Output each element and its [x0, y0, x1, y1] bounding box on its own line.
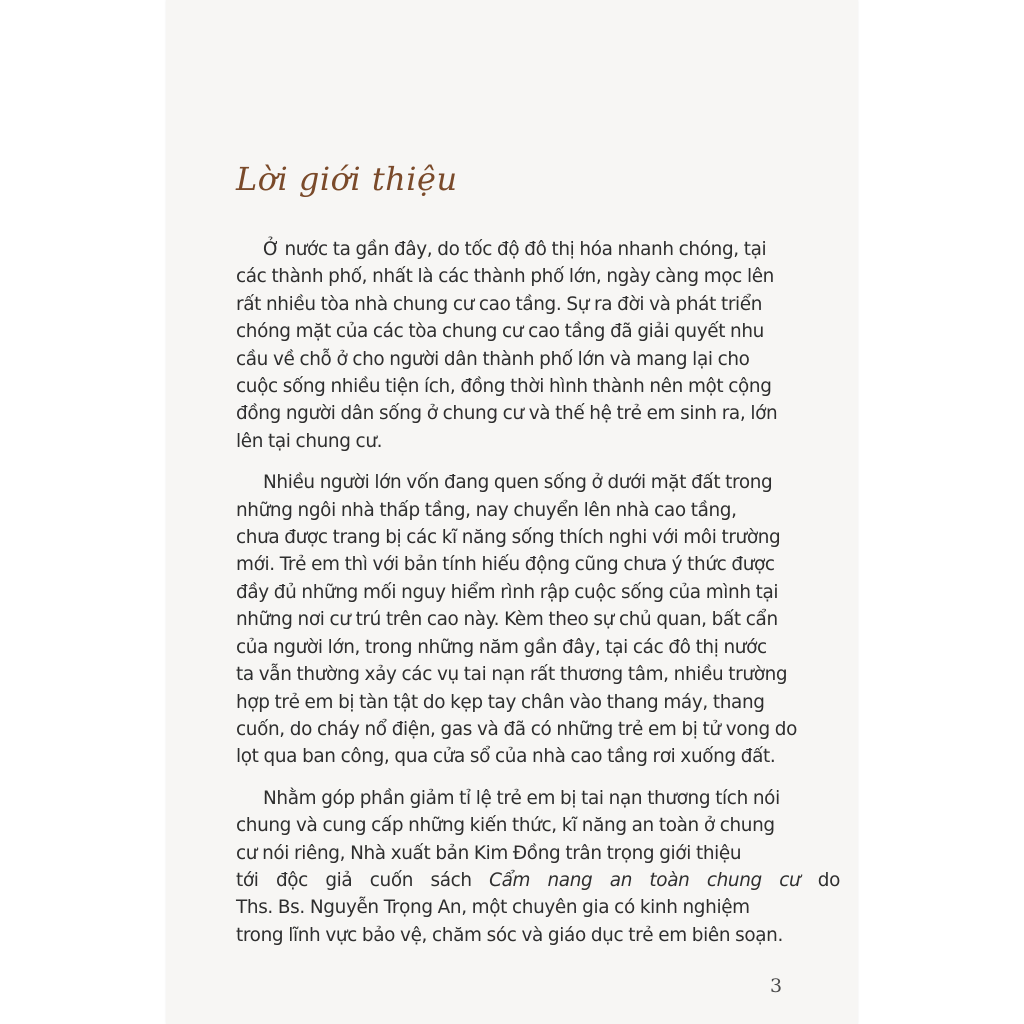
text-line: chưa được trang bị các kĩ năng sống thích nghi với môi trường: [236, 527, 781, 549]
text-line: mới. Trẻ em thì với bản tính hiếu động cũng chưa ý thức được: [236, 554, 775, 576]
text-line: rất nhiều tòa nhà chung cư cao tầng. Sự ra đời và phát triển: [236, 293, 763, 315]
body-text: [236, 236, 840, 963]
text-line: ta vẫn thường xảy các vụ tai nạn rất thương tâm, nhiều trường: [236, 664, 788, 686]
page-title: Lời giới thiệu: [236, 160, 458, 198]
text-line: lọt qua ban công, qua cửa sổ của nhà cao tầng rơi xuống đất.: [236, 746, 776, 768]
text-line: những ngôi nhà thấp tầng, nay chuyển lên nhà cao tầng,: [236, 499, 737, 521]
text-line: đồng người dân sống ở chung cư và thế hệ trẻ em sinh ra, lớn: [236, 403, 778, 425]
text-line: cuốn, do cháy nổ điện, gas và đã có những trẻ em bị tử vong do: [236, 718, 797, 740]
text-line: cầu về chỗ ở cho người dân thành phố lớn và mang lại cho: [236, 348, 750, 370]
text-line: Nhằm góp phần giảm tỉ lệ trẻ em bị tai nạn thương tích nói: [263, 787, 780, 809]
text-line: Ở nước ta gần đây, do tốc độ đô thị hóa nhanh chóng, tại: [263, 239, 767, 260]
text-line: đầy đủ những mối nguy hiểm rình rập cuộc sống của mình tại: [236, 581, 779, 603]
text-line: các thành phố, nhất là các thành phố lớn, ngày càng mọc lên: [236, 266, 774, 288]
text-line: Ths. Bs. Nguyễn Trọng An, một chuyên gia có kinh nghiệm: [236, 897, 750, 919]
text-line: cư nói riêng, Nhà xuất bản Kim Đồng trân trọng giới thiệu: [236, 842, 742, 864]
text-line: lên tại chung cư.: [236, 430, 383, 452]
book-title: Cẩm nang an toàn chung cư: [489, 869, 801, 891]
text-line: chung và cung cấp những kiến thức, kĩ năng an toàn ở chung: [236, 815, 775, 837]
text-line: cuộc sống nhiều tiện ích, đồng thời hình thành nên một cộng: [236, 376, 772, 398]
page-number: 3: [770, 975, 783, 997]
text-fragment: do: [817, 869, 840, 891]
text-line: hợp trẻ em bị tàn tật do kẹp tay chân vào thang máy, thang: [236, 691, 765, 713]
paragraph-1: [236, 236, 840, 455]
paragraph-3: [236, 785, 840, 949]
text-line: những nơi cư trú trên cao này. Kèm theo sự chủ quan, bất cẩn: [236, 609, 778, 631]
paragraph-2: [236, 469, 840, 770]
text-fragment: tới độc giả cuốn sách: [236, 869, 472, 891]
text-line-with-book-title: [236, 867, 840, 894]
text-line: trong lĩnh vực bảo vệ, chăm sóc và giáo dục trẻ em biên soạn.: [236, 924, 783, 946]
book-page: [166, 0, 858, 1024]
text-line: Nhiều người lớn vốn đang quen sống ở dưới mặt đất trong: [263, 472, 773, 494]
text-line: của người lớn, trong những năm gần đây, tại các đô thị nước: [236, 636, 767, 658]
text-line: chóng mặt của các tòa chung cư cao tầng đã giải quyết nhu: [236, 321, 764, 343]
